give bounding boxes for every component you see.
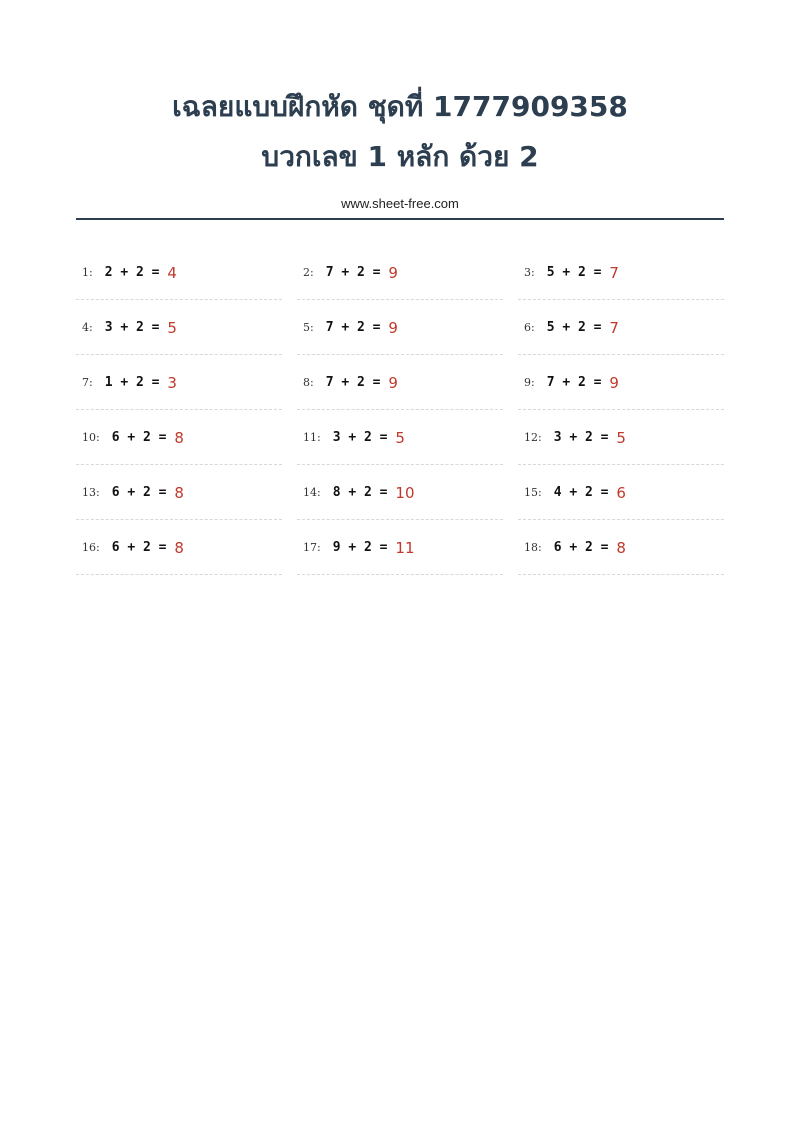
operator-sign: + (562, 320, 571, 335)
operand-a: 7 (325, 265, 334, 280)
operand-b: 2 (584, 540, 593, 555)
operator-sign: + (569, 485, 578, 500)
problem-item (518, 356, 724, 410)
operand-a: 8 (332, 485, 341, 500)
operand-a: 3 (332, 430, 341, 445)
operand-b: 2 (356, 265, 365, 280)
operator-sign: + (341, 375, 350, 390)
problem-item (76, 466, 282, 520)
operand-b: 2 (142, 485, 151, 500)
answer-value: 9 (388, 373, 398, 392)
operand-a: 6 (111, 430, 120, 445)
problem-item (518, 521, 724, 575)
operand-a: 7 (325, 375, 334, 390)
problem-item (76, 301, 282, 355)
answer-value: 8 (174, 483, 184, 502)
operator-sign: + (341, 265, 350, 280)
equals-sign: = (593, 265, 602, 280)
equals-sign: = (372, 265, 381, 280)
equals-sign: = (600, 485, 609, 500)
problem-number: 5: (303, 321, 314, 334)
problem-item (518, 301, 724, 355)
problem-number: 14: (303, 486, 321, 499)
answer-value: 7 (609, 318, 619, 337)
operand-a: 7 (546, 375, 555, 390)
operator-sign: + (120, 375, 129, 390)
operand-a: 3 (553, 430, 562, 445)
problem-number: 9: (524, 376, 535, 389)
operand-a: 9 (332, 540, 341, 555)
operator-sign: + (562, 375, 571, 390)
operator-sign: + (127, 430, 136, 445)
problem-number: 7: (82, 376, 93, 389)
operand-b: 2 (577, 375, 586, 390)
operator-sign: + (562, 265, 571, 280)
operand-b: 2 (135, 375, 144, 390)
answer-value: 5 (616, 428, 626, 447)
problem-item (76, 246, 282, 300)
operand-b: 2 (135, 265, 144, 280)
operand-b: 2 (363, 540, 372, 555)
operand-b: 2 (142, 430, 151, 445)
operator-sign: + (348, 430, 357, 445)
problem-item (297, 356, 503, 410)
answer-value: 9 (388, 318, 398, 337)
operand-a: 3 (104, 320, 113, 335)
equals-sign: = (379, 430, 388, 445)
operand-a: 7 (325, 320, 334, 335)
equals-sign: = (151, 320, 160, 335)
equals-sign: = (372, 320, 381, 335)
answer-value: 5 (395, 428, 405, 447)
operand-b: 2 (584, 430, 593, 445)
operator-sign: + (348, 540, 357, 555)
answer-value: 5 (167, 318, 177, 337)
operand-b: 2 (584, 485, 593, 500)
operand-b: 2 (135, 320, 144, 335)
equals-sign: = (151, 265, 160, 280)
equals-sign: = (372, 375, 381, 390)
operator-sign: + (569, 430, 578, 445)
operand-a: 5 (546, 320, 555, 335)
problem-item (76, 356, 282, 410)
equals-sign: = (158, 540, 167, 555)
problem-number: 6: (524, 321, 535, 334)
answer-value: 7 (609, 263, 619, 282)
problem-number: 2: (303, 266, 314, 279)
operand-a: 5 (546, 265, 555, 280)
operand-b: 2 (142, 540, 151, 555)
equals-sign: = (600, 540, 609, 555)
problem-number: 13: (82, 486, 100, 499)
operand-b: 2 (577, 320, 586, 335)
problem-number: 12: (524, 431, 542, 444)
answer-value: 9 (388, 263, 398, 282)
operand-a: 4 (553, 485, 562, 500)
answer-value: 8 (174, 538, 184, 557)
problem-item (297, 246, 503, 300)
problem-number: 8: (303, 376, 314, 389)
answer-value: 6 (616, 483, 626, 502)
page-title-line1: เฉลยแบบฝึกหัด ชุดที่ 1777909358 (172, 90, 628, 123)
problem-number: 4: (82, 321, 93, 334)
operand-b: 2 (356, 375, 365, 390)
equals-sign: = (151, 375, 160, 390)
header-divider (76, 218, 724, 220)
operator-sign: + (348, 485, 357, 500)
answer-value: 8 (174, 428, 184, 447)
website-label: www.sheet-free.com (341, 196, 459, 211)
operand-a: 6 (111, 540, 120, 555)
answer-value: 9 (609, 373, 619, 392)
problem-item (76, 411, 282, 465)
problem-item (297, 301, 503, 355)
equals-sign: = (593, 320, 602, 335)
answer-value: 3 (167, 373, 177, 392)
problem-item (518, 466, 724, 520)
problem-item (518, 411, 724, 465)
problem-number: 3: (524, 266, 535, 279)
worksheet-header (0, 82, 800, 212)
operator-sign: + (341, 320, 350, 335)
problem-number: 17: (303, 541, 321, 554)
operand-a: 2 (104, 265, 113, 280)
page-title-line2: บวกเลข 1 หลัก ด้วย 2 (261, 140, 539, 173)
operator-sign: + (127, 485, 136, 500)
equals-sign: = (379, 540, 388, 555)
equals-sign: = (593, 375, 602, 390)
operator-sign: + (569, 540, 578, 555)
problem-number: 1: (82, 266, 93, 279)
problem-number: 15: (524, 486, 542, 499)
operand-b: 2 (577, 265, 586, 280)
equals-sign: = (379, 485, 388, 500)
operand-b: 2 (363, 485, 372, 500)
answer-value: 10 (395, 483, 415, 502)
problem-grid (76, 246, 724, 576)
problem-number: 16: (82, 541, 100, 554)
problem-number: 11: (303, 431, 321, 444)
answer-value: 4 (167, 263, 177, 282)
problem-item (297, 466, 503, 520)
equals-sign: = (158, 485, 167, 500)
operand-a: 6 (553, 540, 562, 555)
problem-number: 10: (82, 431, 100, 444)
operator-sign: + (120, 320, 129, 335)
problem-number: 18: (524, 541, 542, 554)
problem-item (76, 521, 282, 575)
equals-sign: = (600, 430, 609, 445)
operand-a: 6 (111, 485, 120, 500)
operand-a: 1 (104, 375, 113, 390)
operator-sign: + (120, 265, 129, 280)
operand-b: 2 (356, 320, 365, 335)
operator-sign: + (127, 540, 136, 555)
answer-value: 11 (395, 538, 415, 557)
operand-b: 2 (363, 430, 372, 445)
problem-item (297, 521, 503, 575)
problem-item (518, 246, 724, 300)
answer-value: 8 (616, 538, 626, 557)
equals-sign: = (158, 430, 167, 445)
problem-item (297, 411, 503, 465)
